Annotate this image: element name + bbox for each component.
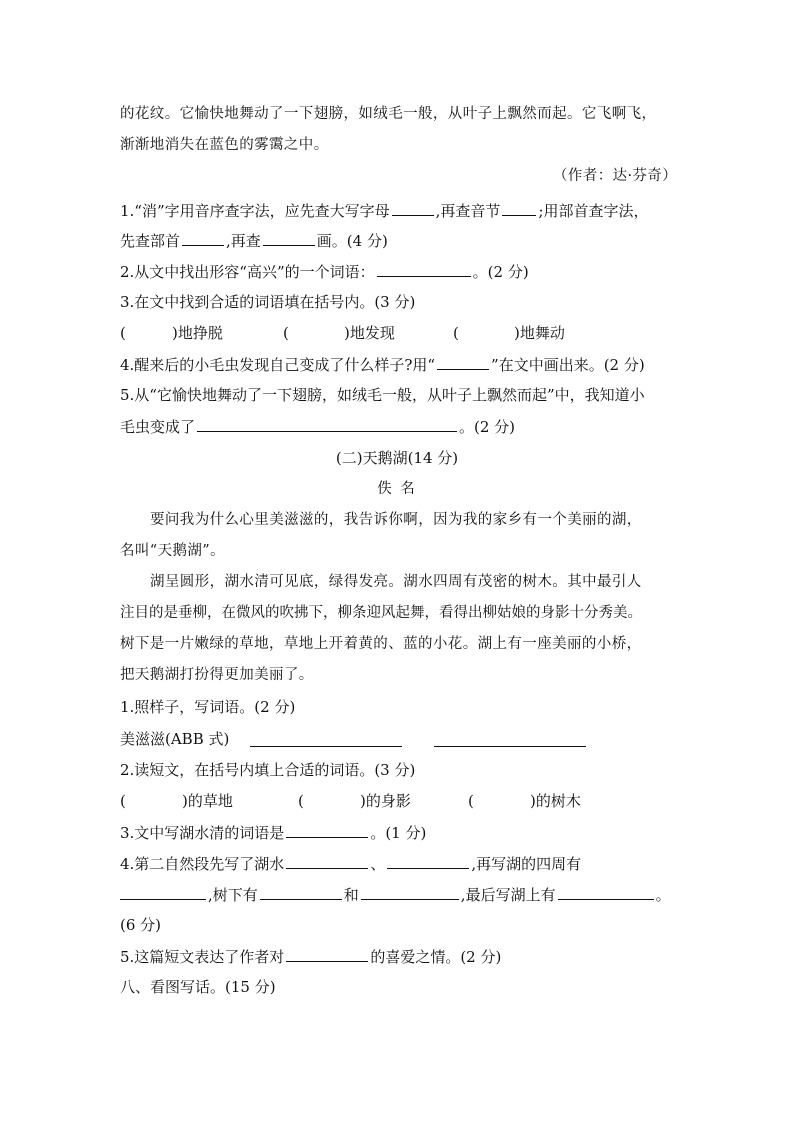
answer-blank[interactable] — [260, 884, 342, 900]
answer-blank[interactable] — [197, 416, 457, 432]
story2-p2-line1: 湖呈圆形，湖水清可见底，绿得发亮。湖水四周有茂密的树木。其中最引人 — [150, 574, 642, 590]
answer-blank[interactable] — [437, 354, 489, 370]
question-1-4: 4.醒来后的小毛虫发现自己变成了什么样子?用“ ”在文中画出来。(2 分) — [120, 356, 645, 374]
answer-blank[interactable] — [392, 200, 434, 216]
question-1-3: 3.在文中找到合适的词语填在括号内。(3 分) — [120, 293, 416, 311]
answer-blank[interactable] — [286, 822, 368, 838]
question-2-4-score: (6 分) — [120, 916, 162, 934]
question-2-1-example: 美滋滋(ABB 式) — [120, 729, 229, 749]
story1-line1: 的花纹。它愉快地舞动了一下翅膀，如绒毛一般，从叶子上飘然而起。它飞啊飞， — [120, 106, 657, 122]
answer-blank[interactable] — [387, 853, 469, 869]
answer-blank[interactable] — [361, 884, 459, 900]
exam-page: 的花纹。它愉快地舞动了一下翅膀，如绒毛一般，从叶子上飘然而起。它飞啊飞， 渐渐地消失在蓝色的雾霭之中。 （作者：达·芬奇） 1.“消”字用音序查字法，应先查大写字母 ,再查音节 ;用部首查字法， 先查部首 ,再查 画。(4 分) 2.从文中找出形容“高兴”的一个词语： 。(2 分) 3.在文中找到合适的词语填在括号内。(3 分) ( )地挣脱 ( )地发现 ( )地舞动 4.醒来后的小毛虫发现自己变成了什么样子?用“ ”在文中画出来。(2 分) 5.从“它愉快地舞动了一下翅膀，如绒毛一般，从叶子上飘然而起”中，我知道小 毛虫变成了 。(2 分) (二)天鹅湖(14 分) 佚 名 要问我为什么心里美滋滋的，我告诉你啊，因为我的家乡有一个美丽的湖， 名叫“天鹅湖”。 湖呈圆形，湖水清可见底，绿得发亮。湖水四周有茂密的树木。其中最引人 注目的是垂柳，在微风的吹拂下，柳条迎风起舞，看得出柳姑娘的身影十分秀美。 树下是一片嫩绿的草地，草地上开着黄的、蓝的小花。湖上有一座美丽的小桥， 把天鹅湖打扮得更加美丽了。 1.照样子，写词语。(2 分) 美滋滋(ABB 式) 2.读短文，在括号内填上合适的词语。(3 分) ( )的草地 ( )的身影 ( )的树木 3.文中写湖水清的词语是 。(1 分) 4.第二自然段先写了湖水 、 ,再写湖的四周有 ,树下有 和 ,最后写湖上有 。 (6 分) 5.这篇短文表达了作者对 的喜爱之情。(2 分) 八、看图写话。(15 分) — [0, 0, 794, 1123]
answer-blank[interactable] — [263, 230, 315, 246]
question-2-5: 5.这篇短文表达了作者对 的喜爱之情。(2 分) — [120, 948, 502, 966]
answer-blank[interactable] — [377, 261, 471, 277]
question-1-1: 1.“消”字用音序查字法，应先查大写字母 ,再查音节 ;用部首查字法， — [120, 202, 649, 220]
question-2-2: 2.读短文，在括号内填上合适的词语。(3 分) — [120, 761, 416, 779]
section-8-title: 八、看图写话。(15 分) — [120, 978, 276, 996]
question-2-4-cont: ,树下有 和 ,最后写湖上有 。 — [120, 884, 671, 905]
question-1-2: 2.从文中找出形容“高兴”的一个词语： 。(2 分) — [120, 263, 529, 281]
answer-blank[interactable] — [502, 200, 536, 216]
story2-author: 佚 名 — [377, 481, 417, 497]
story2-p2-line2: 注目的是垂柳，在微风的吹拂下，柳条迎风起舞，看得出柳姑娘的身影十分秀美。 — [120, 605, 642, 621]
story1-line2: 渐渐地消失在蓝色的雾霭之中。 — [120, 137, 329, 153]
answer-blank[interactable] — [250, 731, 402, 747]
question-1-5: 5.从“它愉快地舞动了一下翅膀，如绒毛一般，从叶子上飘然而起”中，我知道小 — [120, 386, 645, 404]
question-2-1: 1.照样子，写词语。(2 分) — [120, 698, 296, 716]
question-2-3: 3.文中写湖水清的词语是 。(1 分) — [120, 824, 427, 842]
story2-p1-line2: 名叫“天鹅湖”。 — [120, 543, 226, 559]
answer-blank[interactable] — [286, 853, 368, 869]
answer-blank[interactable] — [558, 884, 654, 900]
question-2-4: 4.第二自然段先写了湖水 、 ,再写湖的四周有 — [120, 855, 582, 873]
answer-blank[interactable] — [120, 884, 206, 900]
question-1-5-cont: 毛虫变成了 。(2 分) — [120, 418, 516, 436]
answer-blank[interactable] — [434, 731, 586, 747]
question-1-1-cont: 先查部首 ,再查 画。(4 分) — [120, 232, 388, 250]
section-title: (二)天鹅湖(14 分) — [335, 449, 459, 467]
answer-blank[interactable] — [182, 230, 224, 246]
story2-p2-line4: 把天鹅湖打扮得更加美丽了。 — [120, 667, 314, 683]
story2-p1-line1: 要问我为什么心里美滋滋的，我告诉你啊，因为我的家乡有一个美丽的湖， — [150, 512, 642, 528]
story2-p2-line3: 树下是一片嫩绿的草地，草地上开着黄的、蓝的小花。湖上有一座美丽的小桥， — [120, 636, 642, 652]
story1-author: （作者：达·芬奇） — [553, 168, 678, 184]
answer-blank[interactable] — [286, 946, 368, 962]
